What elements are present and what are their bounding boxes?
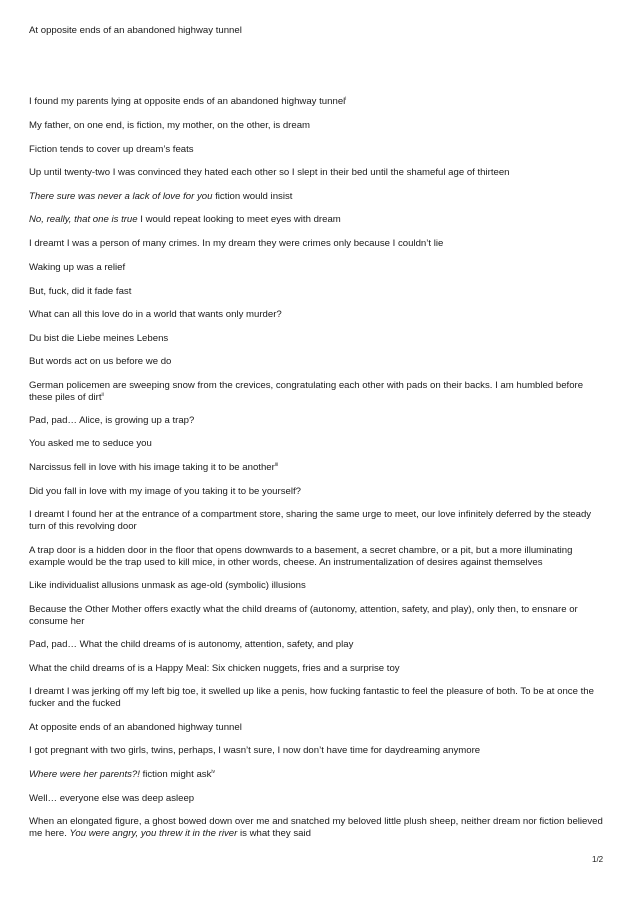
paragraph: I dreamt I was a person of many crimes. In my dream they were crimes only because I couldn’t lie [29, 238, 444, 249]
paragraph: I dreamt I found her at the entrance of a compartment store, sharing the same urge to meet, our love infinitely deferred by the steady turn of this revolving door [29, 509, 592, 532]
paragraph: But, fuck, did it fade fast [29, 286, 132, 297]
paragraph: When an elongated figure, a ghost bowed down over me and snatched my beloved little plush sheep, neither dream nor fiction believed me here. You were angry, you threw it in the river is what they said [29, 816, 603, 839]
paragraph: Pad, pad… Alice, is growing up a trap? [29, 415, 195, 426]
paragraph: My father, on one end, is fiction, my mother, on the other, is dream [29, 120, 311, 131]
paragraph: What can all this love do in a world that wants only murder? [29, 309, 282, 320]
italic-phrase: There sure was never a lack of love for you [29, 191, 213, 202]
italic-phrase: You were angry, you threw it in the river [69, 828, 238, 839]
paragraph: Du bist die Liebe meines Lebens [29, 333, 169, 344]
paragraph: German policemen are sweeping snow from the crevices, congratulating each other with pads on their backs. I am humbled before these piles of dirt$^{ii}$ [29, 380, 584, 403]
footnote-ref[interactable]: ii [101, 392, 104, 398]
paragraph: Because the Other Mother offers exactly what the child dreams of (autonomy, attention, safety, and play), only then, to ensnare or consume her [29, 604, 578, 627]
paragraph: Like individualist allusions unmask as age-old (symbolic) illusions [29, 580, 306, 591]
italic-phrase: Where were her parents?! [29, 769, 140, 780]
footnote-ref[interactable]: i [345, 96, 347, 102]
paragraph: Did you fall in love with my image of you taking it to be yourself? [29, 486, 301, 497]
paragraph: I dreamt I was jerking off my left big toe, it swelled up like a penis, how fucking fantastic to feel the pleasure of both. To be at once the fucker and the fucked [29, 686, 594, 709]
footnote-ref[interactable]: iv [211, 769, 215, 775]
paragraph: What the child dreams of is a Happy Meal: Six chicken nuggets, fries and a surprise toy [29, 663, 400, 674]
page-number: 1/2 [592, 855, 604, 864]
paragraph: Fiction tends to cover up dream’s feats [29, 144, 194, 155]
footnote-ref[interactable]: iii [274, 462, 279, 468]
paragraph: I found my parents lying at opposite ends of an abandoned highway tunnel$^i$ [29, 96, 347, 107]
paragraph: You asked me to seduce you [29, 438, 152, 449]
paragraph: Narcissus fell in love with his image taking it to be another$^{iii}$ [29, 462, 279, 473]
paragraph: I got pregnant with two girls, twins, perhaps, I wasn’t sure, I now don’t have time for daydreaming anymore [29, 745, 481, 756]
italic-phrase: No, really, that one is true [29, 214, 138, 225]
paragraph: A trap door is a hidden door in the floor that opens downwards to a basement, a secret chambre, or a pit, but a more illuminating example would be the trap used to kill mice, in other words, cheese. An instrumentalization of desires against themselves [29, 545, 573, 568]
paragraph: Pad, pad… What the child dreams of is autonomy, attention, safety, and play [29, 639, 354, 650]
document-title: At opposite ends of an abandoned highway tunnel [29, 25, 242, 36]
paragraph: Waking up was a relief [29, 262, 126, 273]
paragraph: Where were her parents?! fiction might ask$^{iv}$ [29, 769, 215, 780]
paragraph: Up until twenty-two I was convinced they hated each other so I slept in their bed until the shameful age of thirteen [29, 167, 510, 178]
paragraph: There sure was never a lack of love for you fiction would insist [29, 191, 293, 202]
paragraph: But words act on us before we do [29, 356, 172, 367]
paragraph: No, really, that one is true I would repeat looking to meet eyes with dream [29, 214, 341, 225]
paragraph: Well… everyone else was deep asleep [29, 793, 195, 804]
paragraph: At opposite ends of an abandoned highway tunnel [29, 722, 242, 733]
